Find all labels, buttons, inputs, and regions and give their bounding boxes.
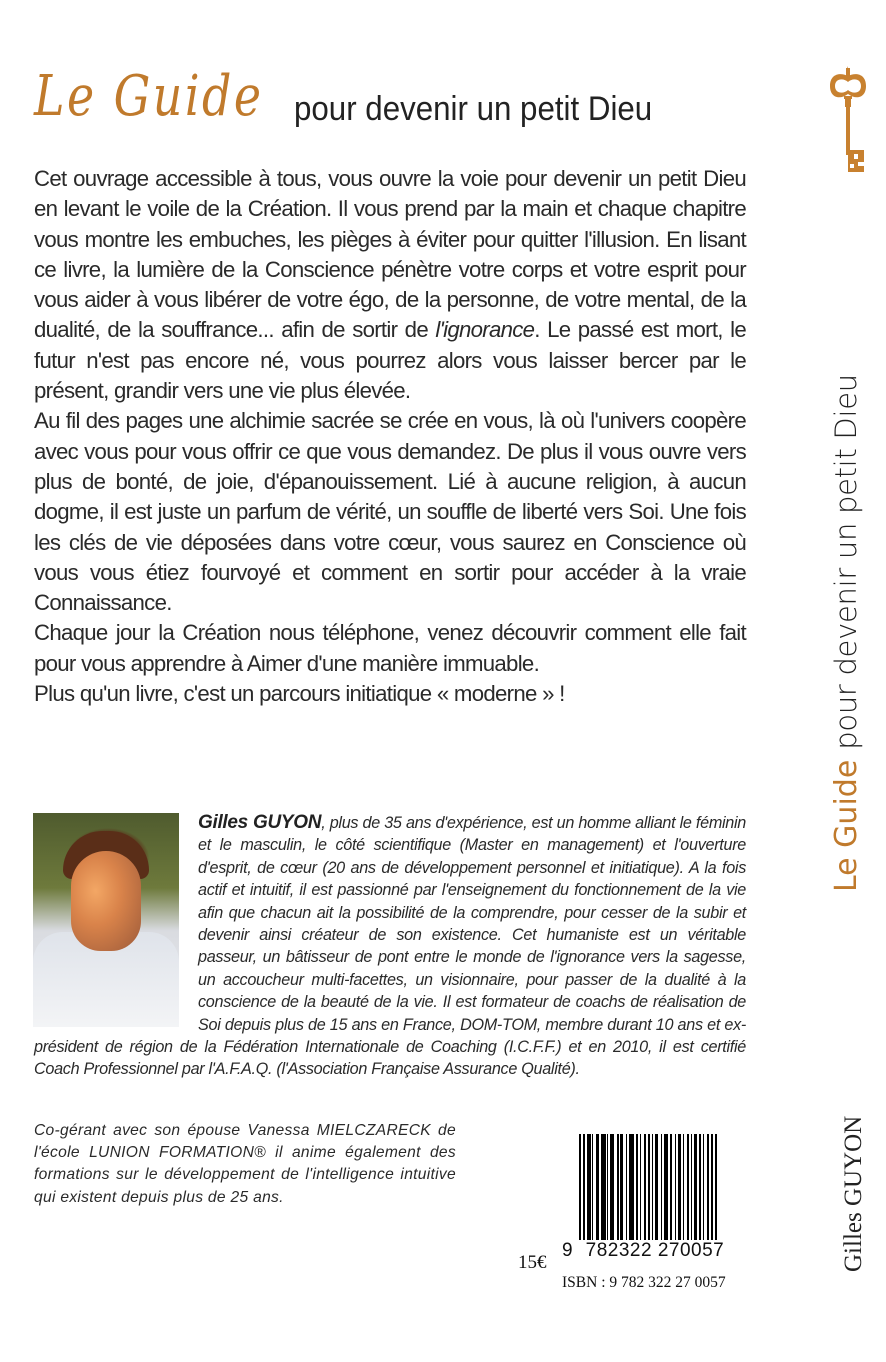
spine-author: Gilles GUYON: [840, 1115, 867, 1272]
summary-paragraph-3: Chaque jour la Création nous téléphone, venez découvrir comment elle fait pour vous apprendre à Aimer d'une manière immuable.: [34, 620, 746, 676]
barcode-first-digit: 9: [562, 1240, 574, 1261]
author-name: Gilles GUYON: [198, 812, 322, 833]
spine-title: [824, 374, 869, 892]
key-icon: [826, 66, 870, 174]
summary-paragraph-2: Au fil des pages une alchimie sacrée se crée en vous, là où l'univers coopère avec vous pour vous offrir ce que vous demandez. De plus il vous ouvre vers plus de bonté, de joie, d'épanouissement. Lié à aucune religion, à aucun dogme, il est juste un parfum de vérité, un souffle de liberté vers Soi. Une fois les clés de vie déposées dans votre cœur, vous saurez en Conscience où vous vous étiez fourvoyé et comment en sortir pour accéder à la vraie Connaissance.: [34, 408, 746, 616]
barcode-number: 782322 270057: [585, 1240, 725, 1261]
barcode: [579, 1134, 734, 1250]
photo-spacer: [34, 812, 198, 1030]
title-script-le-guide: Le Guide: [34, 64, 264, 129]
summary-text: Cet ouvrage accessible à tous, vous ouvre la voie pour devenir un petit Dieu en levant le voile de la Création. Il vous prend par la main et chaque chapitre vous montre les embuches, les pièges à éviter pour quitter l'illusion. En lisant ce livre, la lumière de la Conscience pénètre votre corps et votre esprit pour vous aider à vous libérer de votre égo, de la personne, de votre mental, de la dualité, de la souffrance... afin de sortir de: [34, 166, 746, 343]
spine-title-rest: pour devenir un petit Dieu: [829, 374, 863, 750]
book-summary: [34, 164, 746, 709]
barcode-digits: [562, 1240, 725, 1262]
isbn: ISBN : 9 782 322 27 0057: [562, 1274, 726, 1291]
summary-text: . Le passé est mort, le futur n'est pas encore né, vous pourrez alors vous laisser bercer par le présent, grandir vers une vie plus élevée.: [34, 317, 746, 404]
author-bio: [34, 812, 746, 1081]
author-bio-text: , plus de 35 ans d'expérience, est un homme alliant le féminin et le masculin, le côté scientifique (Master en management) et l'ouverture d'esprit, de cœur (20 ans de développement personnel et initiatique). A la fois actif et intuitif, il est passionné par l'enseignement du fonctionnement de la vie afin que chacun ait la possibilité de la comprendre, pour cesser de la subir et devenir ainsi créateur de son existence. Cet humaniste est un véritable passeur, un bâtisseur de pont entre le monde de l'ignorance vers la sagesse, un accoucheur multi-facettes, un visionnaire, pour passer de la dualité à la conscience de la beauté de la vie. Il est formateur de coachs de réalisation de Soi depuis plus de 15 ans en France, DOM-TOM, membre durant 10 ans et ex-président de région de la Fédération Internationale de Coaching (I.C.F.F.) et en 2010, il est certifié Coach Professionnel par l'A.F.A.Q. (l'Association Française Assurance Qualité).: [34, 814, 747, 1079]
summary-emphasis: l'ignorance: [435, 317, 535, 343]
spine-title-accent: Le Guide: [829, 759, 864, 892]
price: 15€: [518, 1252, 547, 1273]
summary-paragraph-4: Plus qu'un livre, c'est un parcours initiatique « moderne » !: [34, 681, 565, 707]
book-title: [34, 52, 754, 152]
cofounder-text: Co-gérant avec son épouse Vanessa MIELCZARECK de l'école LUNION FORMATION® il anime également des formations sur le développement de l'intelligence intuitive qui existent depuis plus de 25 ans.: [34, 1122, 456, 1206]
summary-paragraph-1: [34, 164, 746, 406]
title-subtitle: pour devenir un petit Dieu: [294, 90, 653, 128]
